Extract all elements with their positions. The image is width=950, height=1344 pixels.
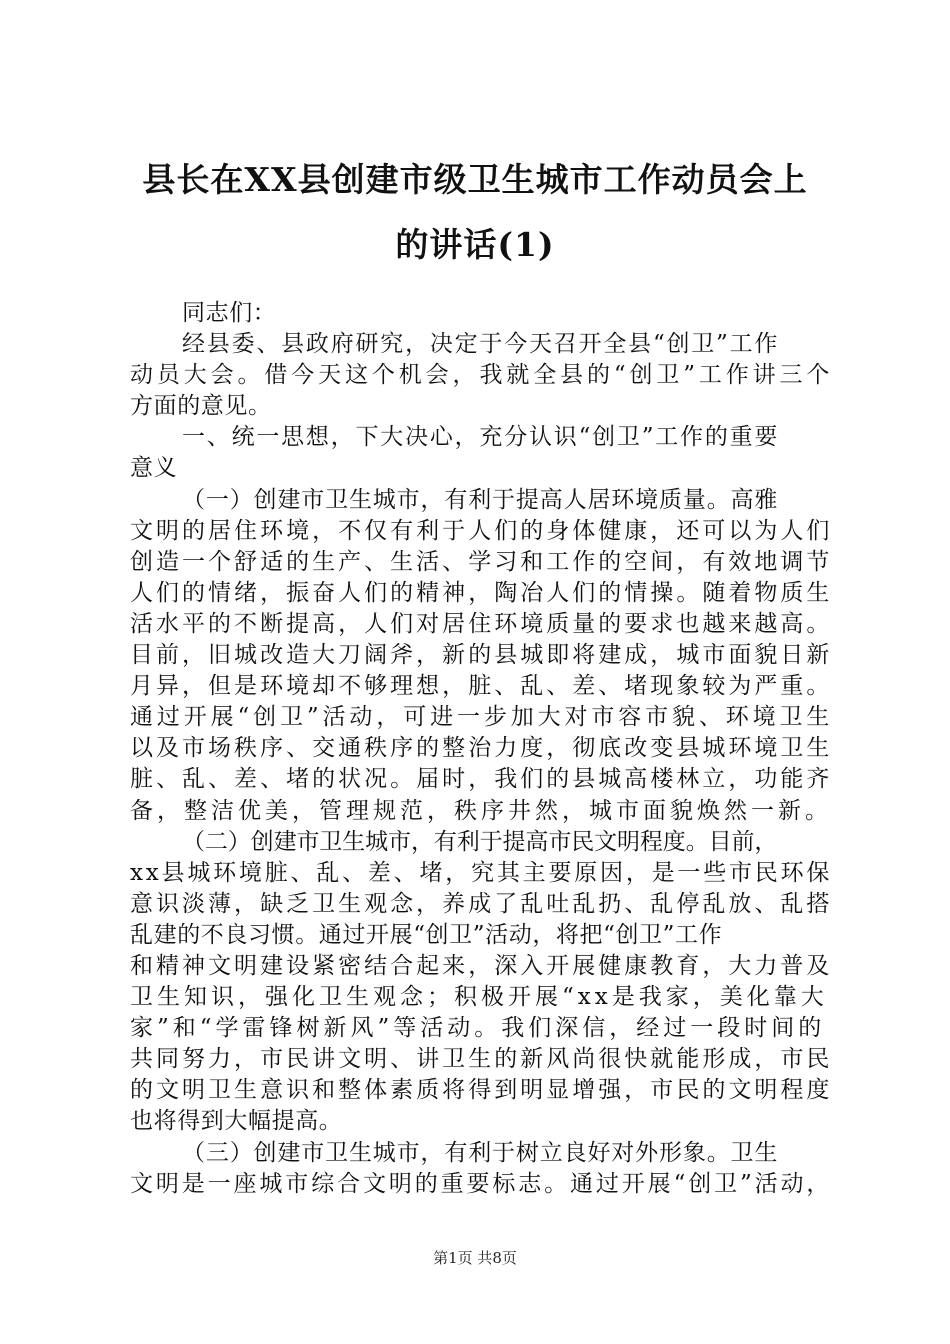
text-line: xx县城环境脏、乱、差、堵，究其主要原因，是一些市民环保 (130, 859, 833, 886)
paragraph (130, 422, 830, 484)
text-line: 通过开展“创卫”活动，可进一步加大对市容市貌、环境卫生 (130, 704, 834, 731)
text-line: 家”和“学雷锋树新风”等活动。我们深信，经过一段时间的 (130, 1015, 826, 1042)
text-line: （二）创建市卫生城市，有利于提高市民文明程度。目前， (182, 828, 778, 855)
paragraph (130, 485, 834, 827)
document-body (130, 298, 834, 1200)
text-line: 文明的居住环境，不仅有利于人们的身体健康，还可以为人们 (130, 517, 833, 544)
text-line: 动员大会。借今天这个机会，我就全县的“创卫”工作讲三个 (130, 362, 834, 389)
page-footer: 第1页 共8页 (433, 1249, 517, 1267)
paragraph (130, 827, 833, 1138)
text-line: （三）创建市卫生城市，有利于树立良好对外形象。卫生 (182, 1139, 779, 1166)
paragraph (130, 298, 830, 329)
text-line: 方面的意见。 (130, 393, 272, 420)
text-line: 也将得到大幅提高。 (130, 1108, 343, 1135)
text-line: 创造一个舒适的生产、生活、学习和工作的空间，有效地调节 (130, 548, 833, 575)
text-line: 意识淡薄，缺乏卫生观念，养成了乱吐乱扔、乱停乱放、乱搭 (130, 890, 833, 917)
text-line: 和精神文明建设紧密结合起来，深入开展健康教育，大力普及 (130, 952, 833, 979)
paragraph (130, 329, 834, 422)
text-line: 的文明卫生意识和整体素质将得到明显增强，市民的文明程度 (130, 1077, 833, 1104)
text-line: 活水平的不断提高，人们对居住环境质量的要求也越来越高。 (130, 610, 833, 637)
text-line: 共同努力，市民讲文明、讲卫生的新风尚很快就能形成，市民 (130, 1046, 833, 1073)
text-line: 乱建的不良习惯。通过开展“创卫”活动，将把“创卫”工作 (130, 921, 723, 948)
text-line: 经县委、县政府研究，决定于今天召开全县“创卫”工作 (182, 331, 780, 358)
text-line: 以及市场秩序、交通秩序的整治力度，彻底改变县城环境卫生 (130, 735, 833, 762)
text-line: （一）创建市卫生城市，有利于提高人居环境质量。高雅 (182, 486, 779, 513)
text-line: 月异，但是环境却不够理想，脏、乱、差、堵现象较为严重。 (130, 673, 833, 700)
title-line-2: 的讲话(1) (395, 225, 555, 264)
text-line: 意义 (130, 455, 178, 482)
text-line: 卫生知识，强化卫生观念；积极开展“xx是我家，美化靠大 (130, 984, 828, 1011)
text-line: 人们的情绪，振奋人们的精神，陶冶人们的情操。随着物质生 (130, 579, 833, 606)
text-line: 文明是一座城市综合文明的重要标志。通过开展“创卫”活动， (130, 1170, 833, 1197)
paragraph (130, 1138, 833, 1200)
text-line: 一、统一思想，下大决心，充分认识“创卫”工作的重要 (182, 424, 780, 451)
text-line: 同志们： (182, 300, 277, 326)
text-line: 目前，旧城改造大刀阔斧，新的县城即将建成，城市面貌日新 (130, 642, 833, 669)
document-title (100, 158, 850, 267)
text-line: 脏、乱、差、堵的状况。届时，我们的县城高楼林立，功能齐 (130, 766, 833, 793)
title-line-1: 县长在XX县创建市级卫生城市工作动员会上 (142, 160, 808, 199)
text-line: 备，整洁优美，管理规范，秩序井然，城市面貌焕然一新。 (130, 797, 832, 824)
